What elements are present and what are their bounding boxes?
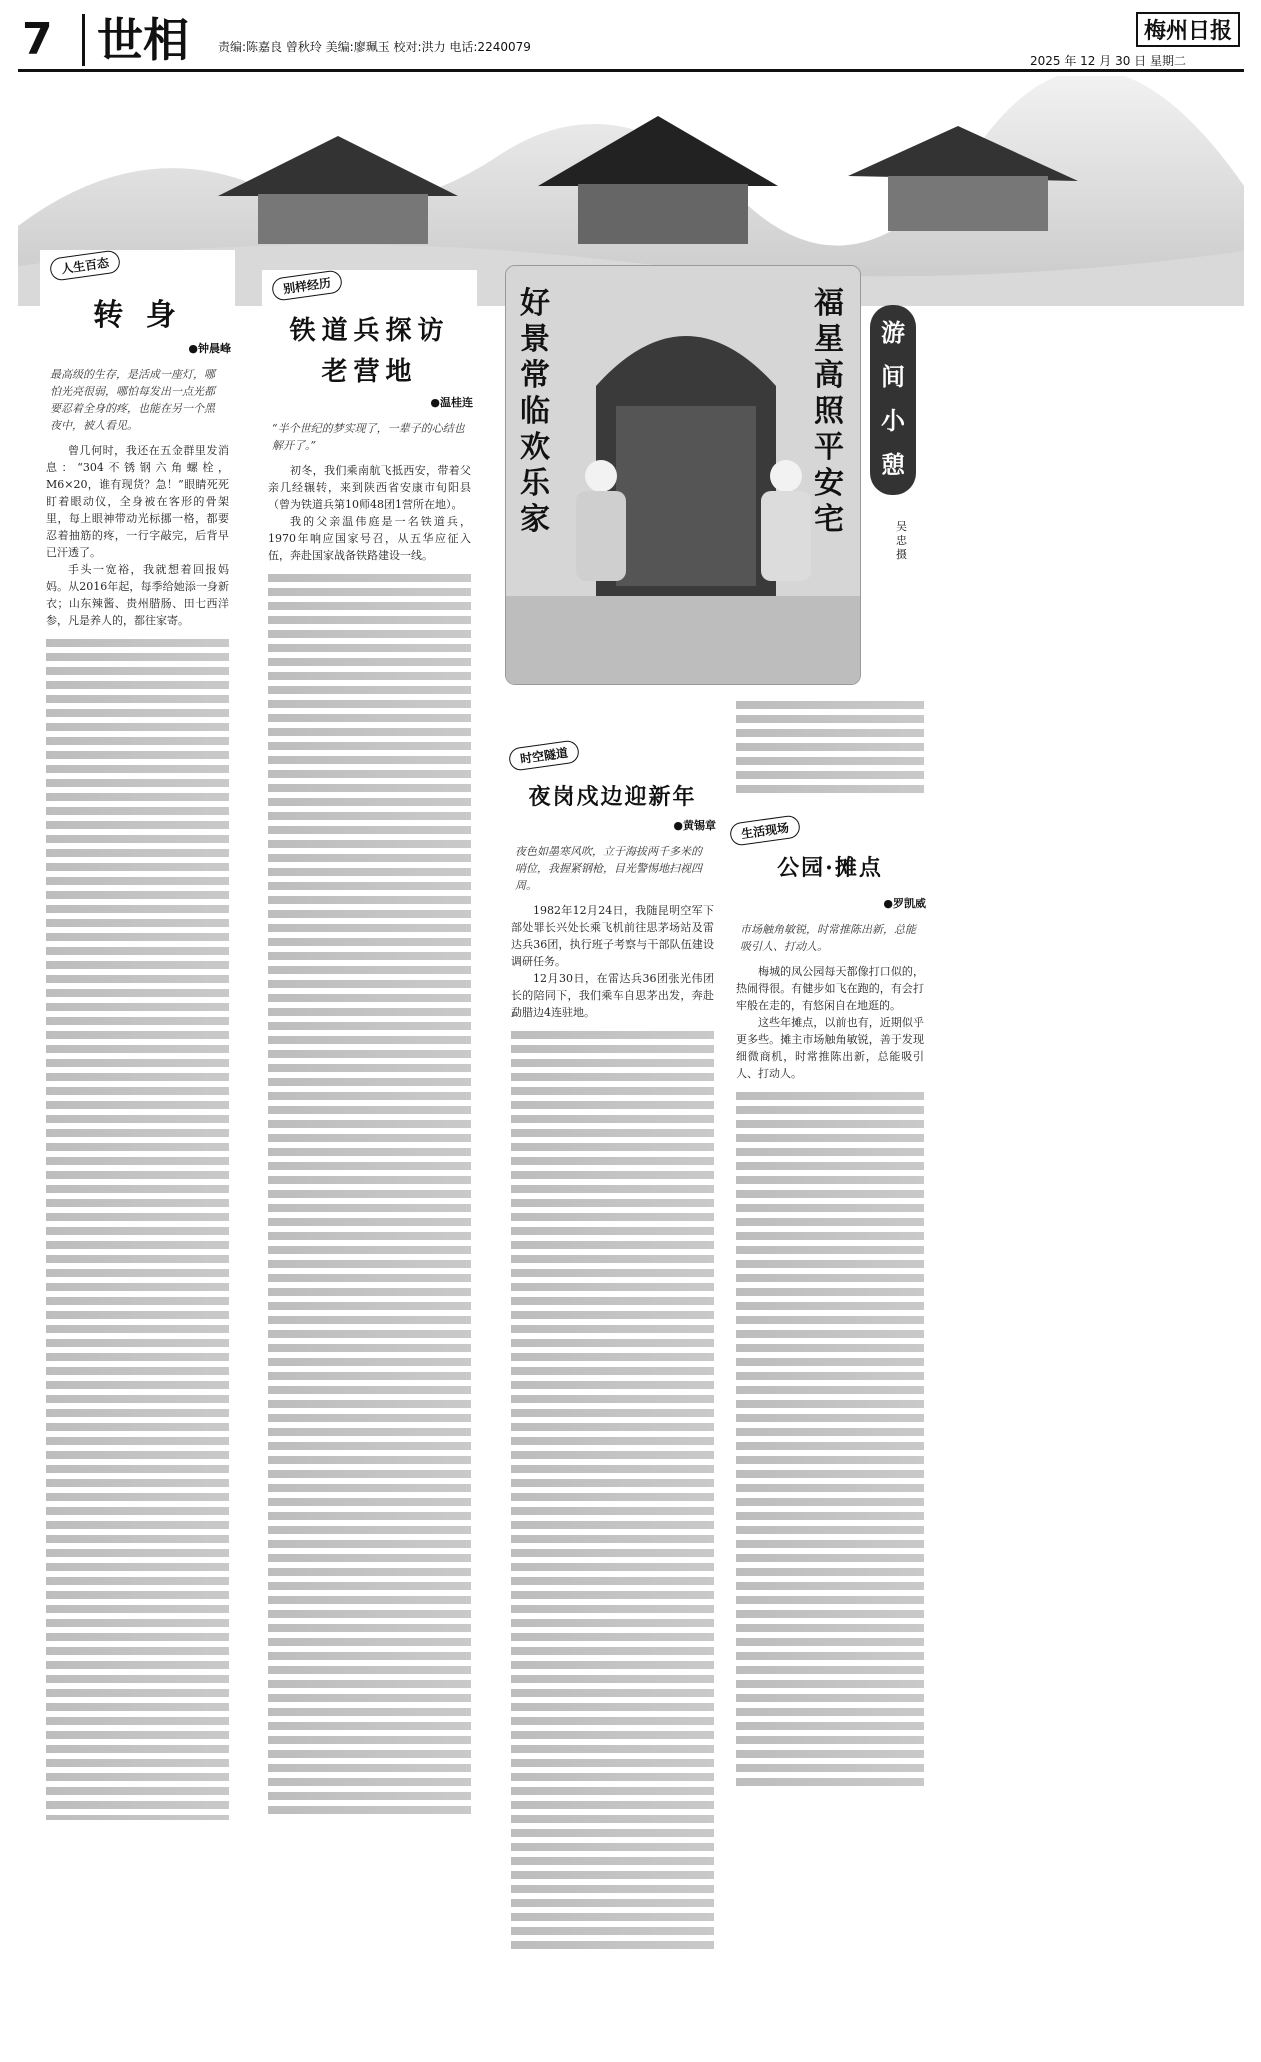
article-byline: ●钟晨峰: [188, 342, 231, 355]
article-title: 转 身: [93, 298, 182, 333]
article-column-2: [262, 270, 477, 1820]
column-tag: 别样经历: [271, 270, 344, 302]
editor-credits: 责编:陈嘉良 曾秋玲 美编:廖珮玉 校对:洪力 电话:2240079: [218, 40, 531, 54]
article-lead: 夜色如墨寒风吹，立于海拔两千多米的哨位，我握紧钢枪，目光警惕地扫视四周。: [515, 845, 702, 892]
article-byline: ●温桂连: [430, 396, 473, 409]
photographer-credit: 吴忠 摄: [896, 520, 907, 561]
page-number: 7: [22, 14, 53, 65]
article-lead: 市场触角敏锐，时常推陈出新，总能吸引人、打动人。: [740, 923, 916, 953]
body-text-block: [505, 1031, 720, 1949]
body-text-block: [262, 574, 477, 1820]
couplet-right: 福星高照平安宅: [814, 286, 844, 537]
column-tag: 生活现场: [730, 814, 801, 847]
paragraph: 初冬，我们乘南航飞抵西安，带着父亲几经辗转，来到陕西省安康市旬阳县（曾为铁道兵第10师48团1营所在地）。: [268, 464, 471, 511]
article-column-1: [40, 250, 235, 1820]
paragraph: 我的父亲温伟庭是一名铁道兵，1970年响应国家号召，从五华应征入伍，奔赴国家战备铁路建设一线。: [268, 515, 471, 562]
paragraph: 12月30日，在雷达兵36团张光伟团长的陪同下，我们乘车自思茅出发，奔赴勐腊边4连驻地。: [511, 972, 714, 1019]
article-byline: ●黄锡章: [673, 819, 716, 832]
photo-scene: [506, 266, 861, 685]
caption-text: 游间小憩: [881, 318, 905, 479]
issue-date: 2025 年 12 月 30 日 星期二: [1030, 54, 1186, 68]
feature-photo: [505, 265, 861, 685]
section-title: 世相: [82, 14, 189, 66]
article-subtitle: 老营地: [321, 357, 418, 387]
paragraph: 1982年12月24日，我随昆明空军下部处罪长兴处长乘飞机前往思茅场站及雷达兵36团，执行班子考察与干部队伍建设调研任务。: [511, 904, 714, 968]
article-column-4: [730, 695, 930, 2050]
paper-name: 梅州日报: [1143, 18, 1232, 44]
paragraph: 这些年摊点，以前也有，近期似乎更多些。摊主市场触角敏锐，善于发现细微商机，时常推陈出新，总能吸引人、打动人。: [736, 1016, 924, 1080]
article-column-3: [505, 740, 720, 2050]
body-text-block: [730, 1092, 930, 1786]
article-lead: 最高级的生存，是活成一座灯，哪怕光亮很弱，哪怕每发出一点光都要忍着全身的疼，也能在另一个黑夜中，被人看见。: [50, 368, 215, 432]
article-byline: ●罗凯威: [883, 897, 926, 910]
article-title: 公园·摊点: [777, 855, 883, 881]
paragraph: 梅城的凤公园每天都像打口似的，热闹得很。有健步如飞在跑的，有会打牢般在走的，有悠闲自在地逛的。: [736, 965, 924, 1012]
article-lead: “半个世纪的梦实现了，一辈子的心结也解开了。”: [272, 422, 465, 452]
paragraph: 曾几何时，我还在五金群里发消息：“304不锈钢六角螺栓，M6×20，谁有现货？急！”眼睛死死盯着眼动仪，全身被在客形的骨架里，每上眼神带动光标挪一格，都要忍着抽筋的疼，一行字敲完，后背早已汗透了。: [46, 444, 229, 559]
photo-caption-title: [870, 305, 916, 495]
column-tag: 时空隧道: [508, 740, 581, 772]
article-title: 铁道兵探访: [289, 316, 450, 346]
article-title: 夜岗戍边迎新年: [528, 784, 697, 810]
paragraph: 手头一宽裕，我就想着回报妈妈。从2016年起，每季给她添一身新衣；山东辣酱、贵州腊肠、田七西洋参，凡是养人的，都往家寄。: [46, 563, 229, 627]
body-text-block: [40, 639, 235, 1820]
continued-text-block: [730, 701, 930, 793]
column-tag: 人生百态: [49, 250, 122, 282]
couplet-left: 好景常临欢乐家: [520, 286, 550, 537]
newspaper-logo: [1136, 12, 1240, 47]
